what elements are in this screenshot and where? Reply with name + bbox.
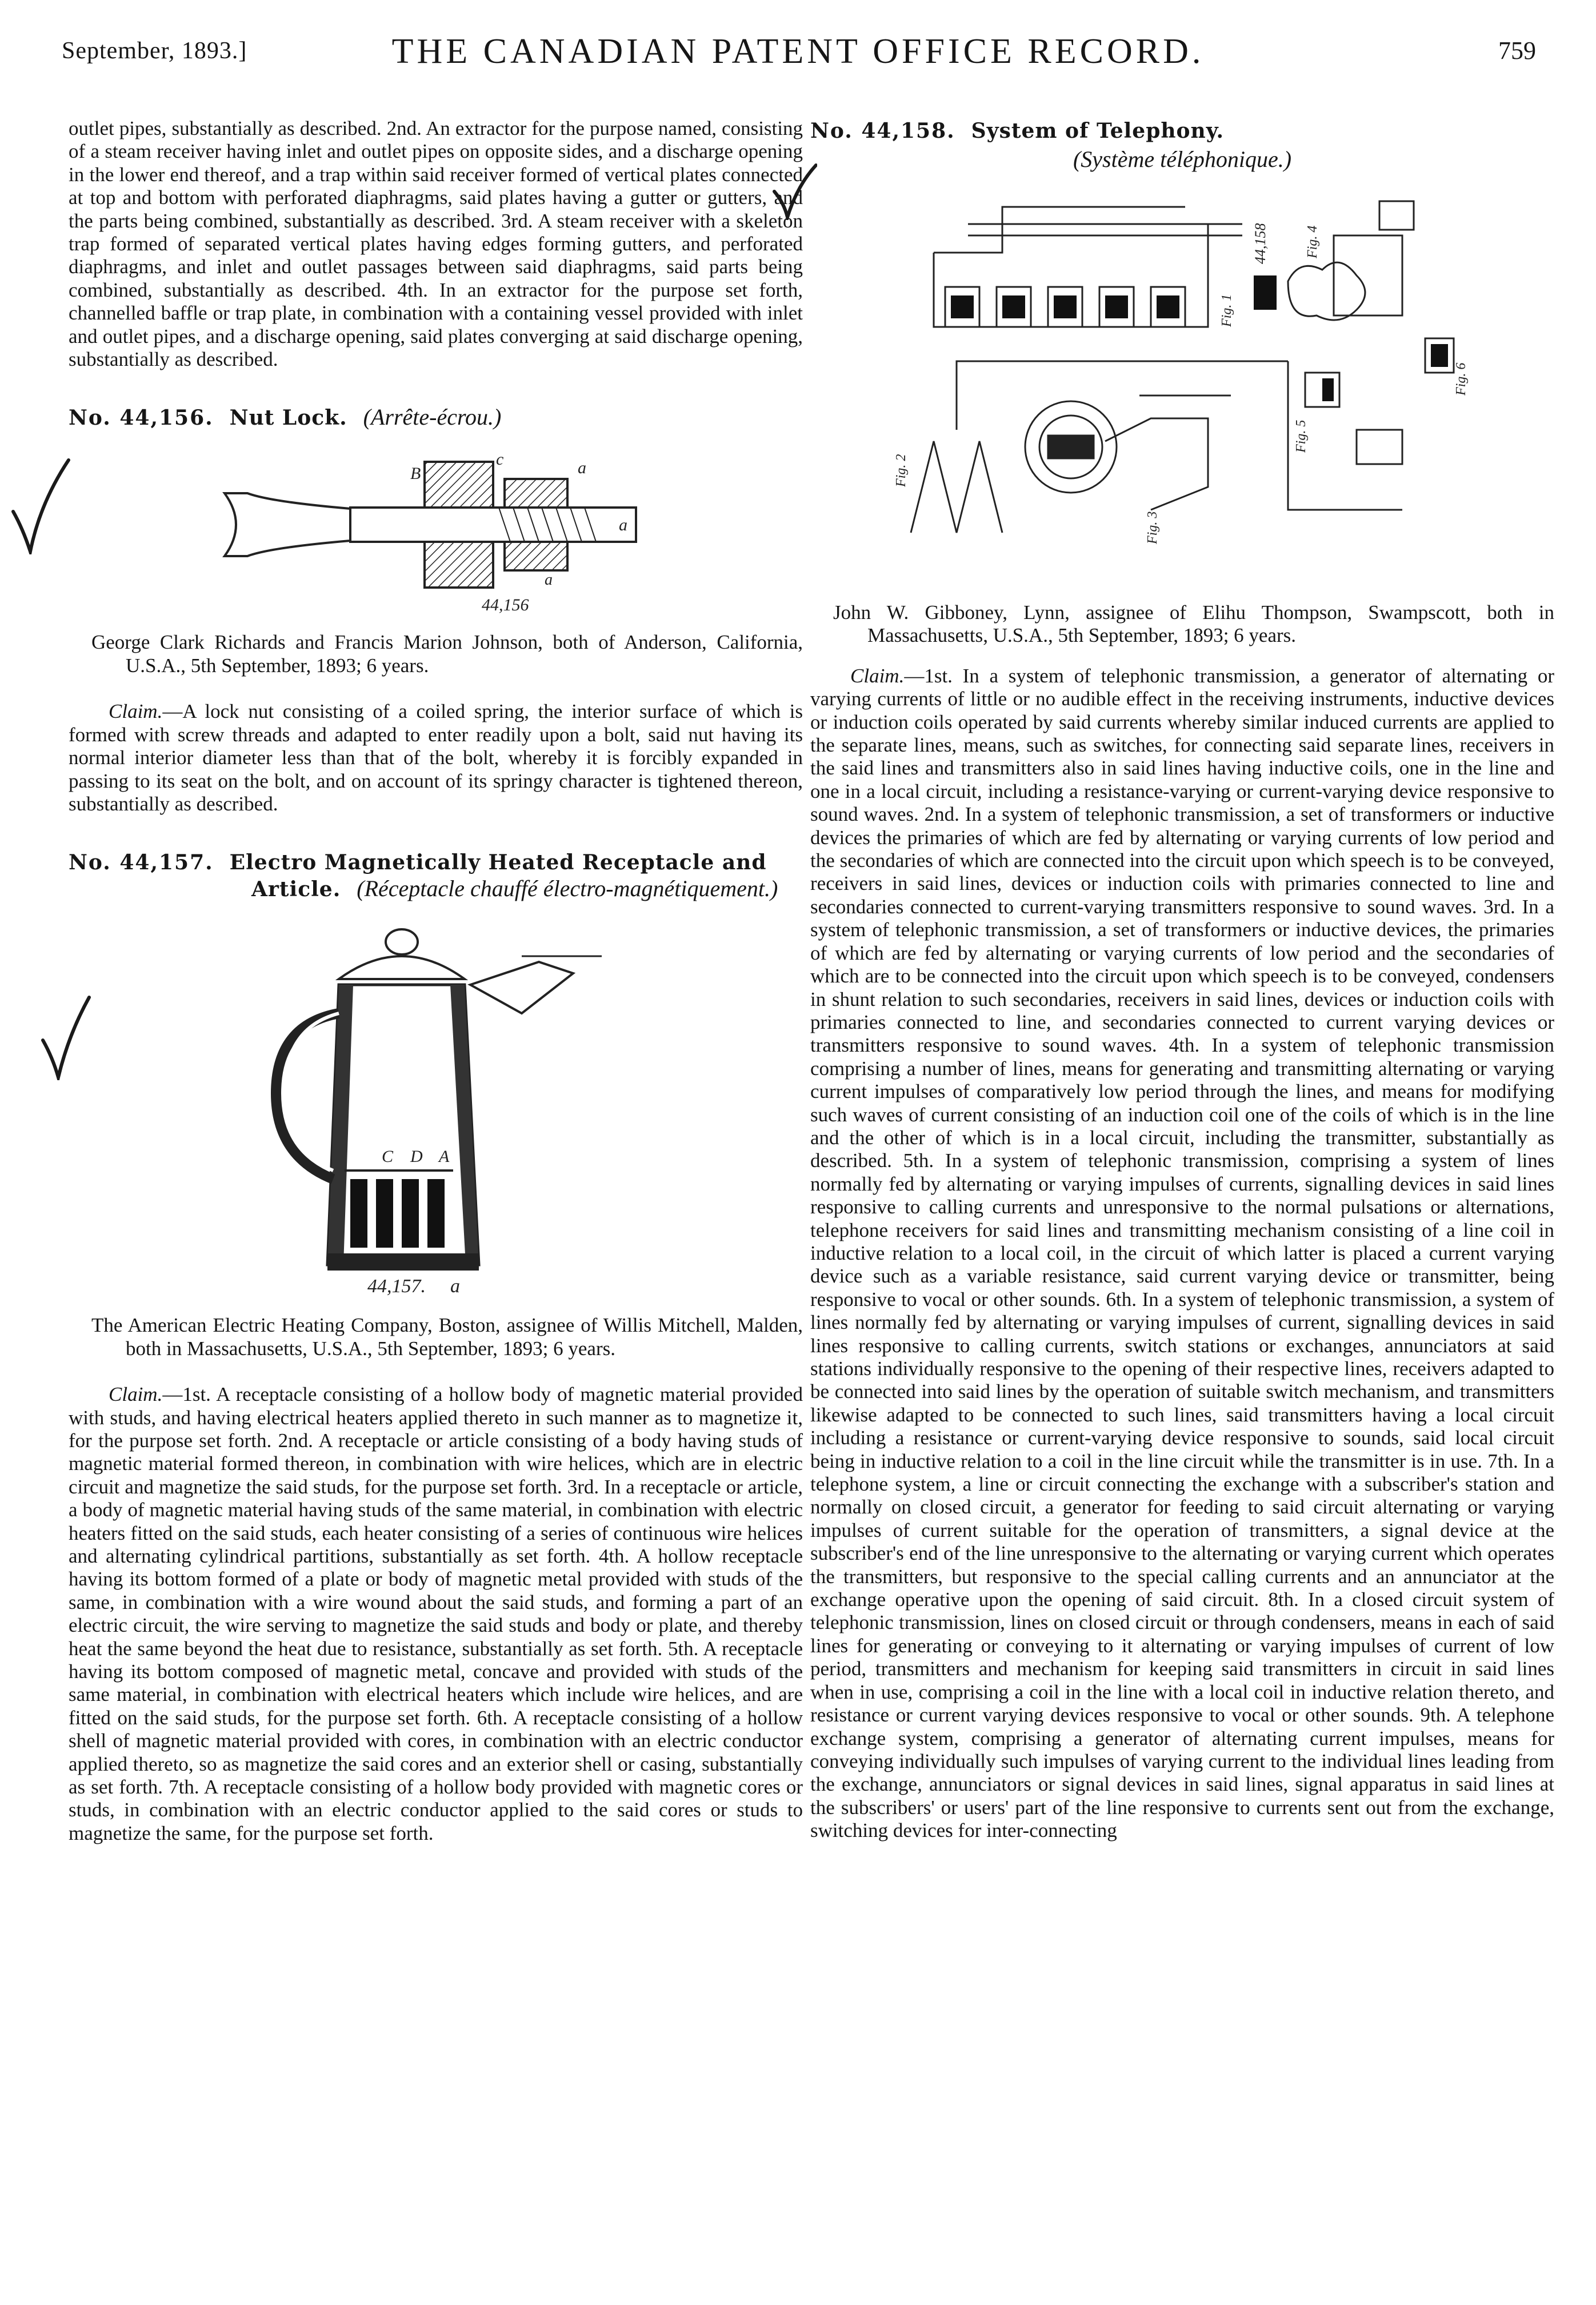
claim-label: Claim. (109, 1383, 163, 1406)
figure-letter-a: a (450, 1276, 460, 1297)
nut-lock-figure (207, 439, 665, 616)
figure-letter-c: c (495, 450, 503, 469)
patent-number: No. 44,158. (810, 119, 955, 143)
figure-label: 44,156 (481, 596, 529, 615)
figure-letter-a: a (577, 458, 586, 478)
claim-text: —1st. A receptacle consisting of a hollow body of magnetic material provided with studs, and having electrical heaters applied thereto in such manner as to magnetize it, for the purpose set forth. 2nd. A receptacle or article consisting of a body having studs of magnetic material formed thereon, in combination with wire helices, which are in electric circuit and magnetize the said studs, for the purpose set forth. 3rd. In a receptacle or article, a body of magnetic material having studs of the same material, in combination with electric heaters fitted on the said studs, each heater consisting of a series of continuous wire helices and alternating cylindrical partitions, substantially as set forth. 4th. A hollow receptacle having its bottom formed of a plate or body of magnetic metal provided with studs of the same, in combination with a wire wound about the said studs, and forming a part of an electric circuit, the wire serving to magnetize the said studs and body or plate, and thereby heat the same beyond the heat due to resistance, substantially as set forth. 5th. A receptacle having its bottom composed of magnetic metal, concave and provided with studs of the same material, in combination with electrical heaters which include wire helices, and are fitted on the said studs, for the purpose set forth. 6th. A receptacle consisting of a hollow shell of magnetic material provided with cores, in combination with an electric conductor applied thereto, so as magnetize the said cores and an exterior shell or casing, substantially as set forth. 7th. A receptacle consisting of a hollow body provided with magnetic cores or studs, in combination with an electric conductor applied to the said cores or studs to magnetize the same, for the purpose set forth. (69, 1383, 803, 1844)
patent-44158-claim (810, 665, 1554, 1843)
figure-letter-c: C (381, 1147, 393, 1167)
figure-label-fig6: Fig. 6 (1454, 362, 1469, 396)
figure-letter-a: A (438, 1147, 449, 1167)
figure-label: 44,158 (1252, 223, 1269, 264)
page-number: 759 (1498, 37, 1536, 65)
patent-44157-assignee: The American Electric Heating Company, Boston, assignee of Willis Mitchell, Malden, both in Massachusetts, U.S.A., 5th September, 1893; 6 years. (91, 1314, 803, 1360)
figure-label-fig3: Fig. 3 (1145, 511, 1160, 544)
figure-label-fig4: Fig. 4 (1305, 225, 1320, 258)
figure-letter-d: D (410, 1147, 423, 1167)
claim-label: Claim. (109, 700, 163, 723)
patent-title: System of Telephony. (971, 119, 1225, 143)
figure-letter-b: B (410, 464, 421, 484)
right-column (810, 117, 1554, 1843)
claim-text: —A lock nut consisting of a coiled spring, the interior surface of which is formed with screw threads and adapted to enter readily upon a bolt, said nut having its normal interior diameter less than that of the bolt, whereby it is forcibly expanded in passing to its seat on the bolt, and on account of its springy character is tightened thereon, substantially as described. (69, 700, 803, 815)
patent-title-french: (Réceptacle chauffé électro-magnétiquement.) (357, 876, 778, 902)
patent-44156-claim (69, 700, 803, 816)
patent-44158-assignee: John W. Gibboney, Lynn, assignee of Elihu Thompson, Swampscott, both in Massachusetts, U.S.A., 5th September, 1893; 6 years. (833, 601, 1554, 647)
header-date: September, 1893.] (62, 38, 247, 64)
header-title: THE CANADIAN PATENT OFFICE RECORD. (391, 32, 1205, 71)
checkmark-icon (9, 457, 71, 554)
telephony-figure (888, 190, 1477, 590)
patent-title-french: (Arrête-écrou.) (363, 404, 502, 430)
claim-label: Claim. (850, 664, 905, 687)
figure-label: 44,157. (367, 1276, 426, 1297)
continuation-paragraph: outlet pipes, substantially as described. 2nd. An extractor for the purpose named, consisting of a steam receiver having inlet and outlet pipes on opposite sides, and a discharge opening in the lower end thereof, and a trap within said receiver formed of vertical plates connected at top and bottom with perforated diaphragms, said plates having a gutter or gutters, and the parts being combined, substantially as described. 3rd. A steam receiver with a skeleton trap formed of separated vertical plates having edges forming gutters, and perforated diaphragms, and inlet and outlet passages between said diaphragms, said parts being combined, substantially as described. 4th. In an extractor for the purpose set forth, channelled baffle or trap plate, in combination with a containing vessel provided with inlet and outlet pipes, and a discharge opening, said plates converging at said discharge opening, substantially as described. (69, 117, 803, 371)
patent-44157-heading (69, 849, 803, 902)
figure-label-fig5: Fig. 5 (1294, 420, 1309, 453)
patent-44158-heading (810, 117, 1554, 173)
patent-number: No. 44,156. (69, 406, 214, 430)
patent-44156-assignee: George Clark Richards and Francis Marion Johnson, both of Anderson, California, U.S.A., 5th September, 1893; 6 years. (91, 631, 803, 677)
patent-44156-heading (69, 404, 803, 431)
figure-letter-a: a (544, 571, 553, 589)
left-column (69, 117, 803, 1845)
figure-letter-a: a (618, 516, 627, 535)
heated-receptacle-figure (253, 910, 619, 1299)
page-header (0, 31, 1596, 71)
claim-text: —1st. In a system of telephonic transmission, a generator of alternating or varying currents of little or no audible effect in the receiving instruments, inductive devices or induction coils operated by said currents whereby similar induced currents are applied to the separate lines, means, such as switches, for connecting said separate lines, receivers in the said lines and transmitters also in said lines having inductive coils, one in the line and one in a local circuit, including a resistance-varying or current-varying device responsive to sound waves. 2nd. In a system of telephonic transmission, a set of transformers or inductive devices the primaries of which are fed by alternating or varying currents of low period and the secondaries of which are connected into the circuit upon which speech is to be conveyed, receivers in said lines, devices or induction coils with primaries connected to line and secondaries connected to current-varying transmitters responsive to sound waves. 3rd. In a system of telephonic transmission, a set of transformers or inductive devices, the primaries of which are fed by alternating or varying currents of low period and the secondaries of which are to be connected into the circuit upon which speech is to be conveyed, condensers in shunt relation to such secondaries, receivers in said lines, devices or induction coils with primaries connected to line, and secondaries connected to current varying devices or transmitters responsive to sound waves. 4th. In a system of telephonic transmission comprising a number of lines, means for generating and transmitting alternating or varying current impulses of comparatively low period through the lines, and means for modifying such waves of current consisting of an induction coil one of the coils of which is in the line and the other of which is in a local circuit, including the transmitter, substantially as described. 5th. In a system of telephonic transmission, comprising a system of lines normally fed by alternating or varying impulses of currents, signalling devices in said lines responsive to calling currents and unresponsive to the normal pulsations or alternations, telephone receivers for said lines and transmitting mechanism consisting of a line coil in inductive relation to a local coil, in the circuit of which latter is placed a current varying device such as a variable resistance, said current varying device or transmitter, being responsive to vocal or other sounds. 6th. In a system of telephonic transmission, a system of lines normally fed by alternating or varying impulses of current, signalling devices in said lines responsive to calling currents, switch stations or exchanges, annunciators at said stations individually responsive to the opening of their respective lines, receivers adapted to be connected into said lines by the operation of suitable switch mechanism, and transmitters likewise adapted to be connected to such lines, said transmitters having a local circuit including a resistance or current-varying device responsive to sounds, said local circuit being in inductive relation to a coil in the line circuit while the transmitter is in use. 7th. In a telephone system, a line or circuit connecting the exchange with a subscriber's station and normally on closed circuit, a generator for feeding to said circuit alternating or varying impulses of current suitable for the operation of transmitters, a signal device at the subscriber's end of the line unresponsive to the alternating or varying current which operates the transmitters, but responsive to the special calling currents and an annunciator at the exchange operative upon the opening of said circuit. 8th. In a closed circuit system of telephonic transmission, lines on closed circuit or through condensers, means in each of said lines for generating or conveying to it alternating or varying impulses of current of low period, transmitters and mechanism for keeping said transmitters in circuit in said lines when in use, comprising a coil in the line with a local coil in inductive relation thereto, and resistance or current varying devices responsive to vocal or other sounds. 9th. A telephone exchange system, comprising a generator of alternating current impulses, means for conveying individually such impulses of varying current to the individual lines leading from the exchange, annunciators or signal devices in said lines, signal apparatus in said lines at the subscribers' or users' part of the line responsive to currents sent out from the exchange, switching devices for inter-connecting (810, 664, 1554, 1842)
patent-title-french: (Système téléphonique.) (1073, 146, 1292, 172)
patent-title: Electro Magnetically Heated Receptacle and Article. (229, 850, 767, 902)
patent-44157-claim (69, 1383, 803, 1845)
patent-number: No. 44,157. (69, 850, 214, 875)
figure-label-fig1: Fig. 1 (1219, 294, 1234, 327)
figure-label-fig2: Fig. 2 (894, 454, 909, 487)
patent-title: Nut Lock. (229, 406, 347, 430)
